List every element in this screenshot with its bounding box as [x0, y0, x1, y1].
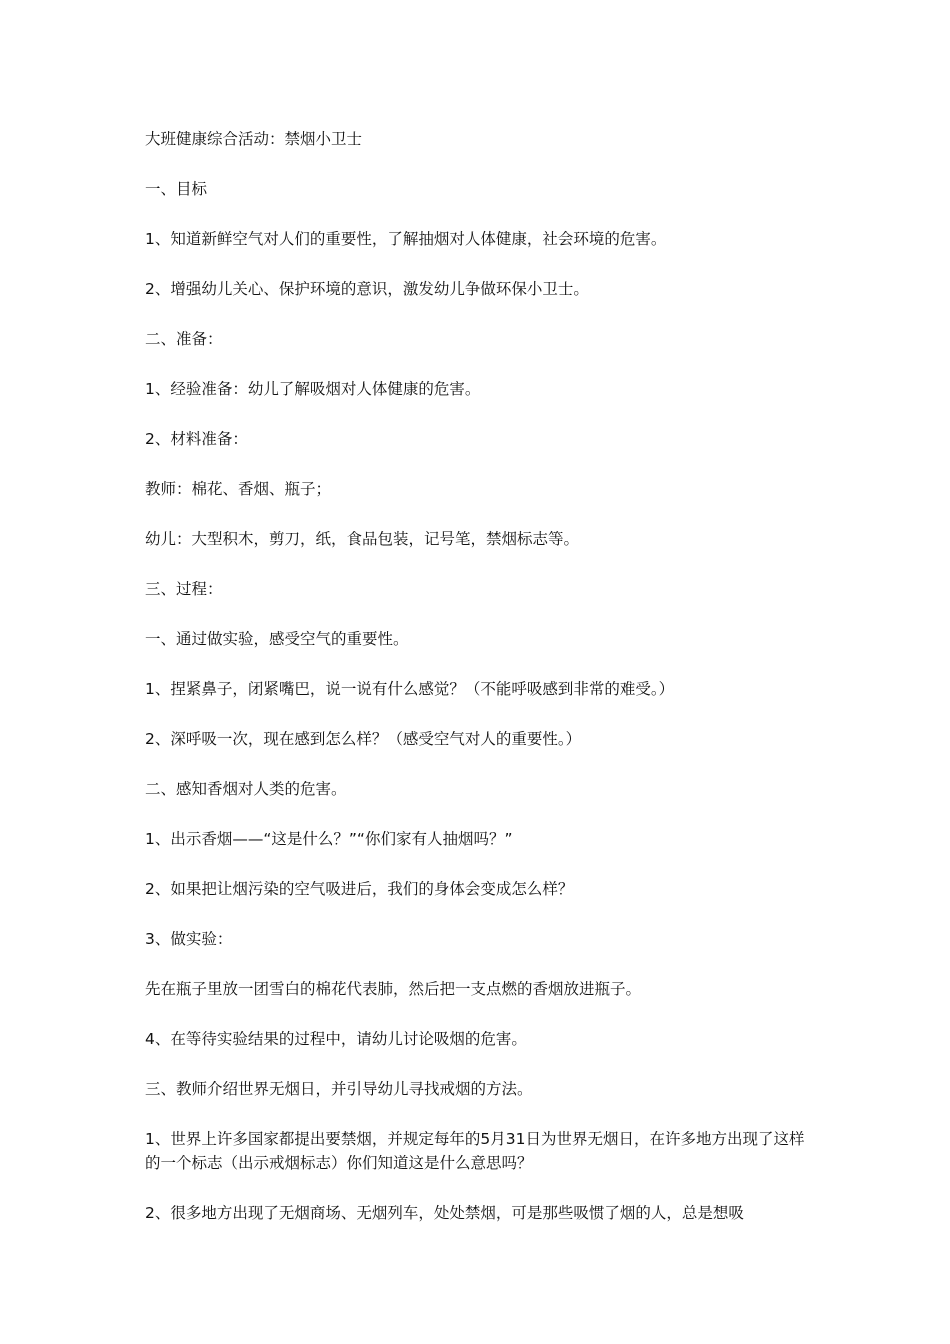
- preparation-item-1: 1、经验准备：幼儿了解吸烟对人体健康的危害。: [145, 380, 481, 398]
- section-heading-preparation: 二、准备：: [145, 330, 223, 348]
- goal-item-1: 1、知道新鲜空气对人们的重要性，了解抽烟对人体健康，社会环境的危害。: [145, 230, 667, 248]
- child-materials: 幼儿：大型积木，剪刀，纸，食品包装，记号笔，禁烟标志等。: [145, 530, 580, 548]
- process-step-2-item-1: 1、出示香烟——“这是什么？”“你们家有人抽烟吗？”: [145, 830, 513, 848]
- process-step-2-item-3: 3、做实验：: [145, 930, 233, 948]
- section-heading-process: 三、过程：: [145, 580, 223, 598]
- process-step-3-heading: 三、教师介绍世界无烟日，并引导幼儿寻找戒烟的方法。: [145, 1080, 533, 1098]
- preparation-item-2: 2、材料准备：: [145, 430, 248, 448]
- process-step-2-heading: 二、感知香烟对人类的危害。: [145, 780, 347, 798]
- process-step-1-item-2: 2、深呼吸一次，现在感到怎么样？（感受空气对人的重要性。）: [145, 730, 582, 748]
- process-step-1-heading: 一、通过做实验，感受空气的重要性。: [145, 630, 409, 648]
- process-step-3-item-1: 1、世界上许多国家都提出要禁烟，并规定每年的5月31日为世界无烟日，在许多地方出现了这样的一个标志（出示戒烟标志）你们知道这是什么意思吗？: [145, 1130, 805, 1172]
- teacher-materials: 教师：棉花、香烟、瓶子；: [145, 480, 332, 498]
- process-step-2-item-2: 2、如果把让烟污染的空气吸进后，我们的身体会变成怎么样？: [145, 880, 574, 898]
- goal-item-2: 2、增强幼儿关心、保护环境的意识，激发幼儿争做环保小卫士。: [145, 280, 589, 298]
- process-step-3-item-2: 2、很多地方出现了无烟商场、无烟列车，处处禁烟，可是那些吸惯了烟的人，总是想吸: [145, 1204, 744, 1222]
- section-heading-goals: 一、目标: [145, 180, 208, 198]
- process-step-1-item-1: 1、捏紧鼻子，闭紧嘴巴，说一说有什么感觉？（不能呼吸感到非常的难受。）: [145, 680, 675, 698]
- experiment-description: 先在瓶子里放一团雪白的棉花代表肺，然后把一支点燃的香烟放进瓶子。: [145, 980, 642, 998]
- document-body: [145, 127, 815, 1251]
- process-step-2-item-4: 4、在等待实验结果的过程中，请幼儿讨论吸烟的危害。: [145, 1030, 527, 1048]
- document-title: 大班健康综合活动：禁烟小卫士: [145, 130, 363, 148]
